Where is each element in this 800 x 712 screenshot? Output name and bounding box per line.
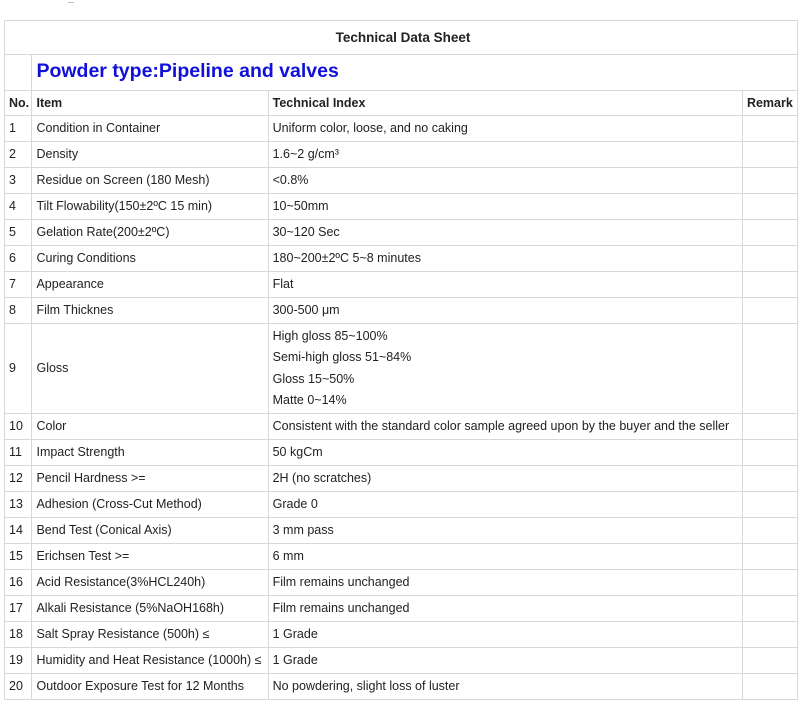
row-item: Gloss bbox=[32, 324, 268, 414]
gloss-line: Gloss 15~50% bbox=[272, 371, 355, 386]
table-row bbox=[5, 492, 798, 518]
table-row bbox=[5, 570, 798, 596]
table-row bbox=[5, 194, 798, 220]
row-no: 8 bbox=[5, 298, 32, 324]
row-remark bbox=[742, 466, 797, 492]
row-no: 4 bbox=[5, 194, 32, 220]
row-no: 19 bbox=[5, 648, 32, 674]
powder-type-cell bbox=[32, 55, 798, 91]
row-item: Salt Spray Resistance (500h) ≤ bbox=[32, 622, 268, 648]
table-row bbox=[5, 622, 798, 648]
row-index: 3 mm pass bbox=[268, 518, 742, 544]
row-remark bbox=[742, 622, 797, 648]
table-row bbox=[5, 518, 798, 544]
row-index: 10~50mm bbox=[268, 194, 742, 220]
row-item: Color bbox=[32, 414, 268, 440]
row-no: 13 bbox=[5, 492, 32, 518]
row-item: Film Thicknes bbox=[32, 298, 268, 324]
powder-type-spacer bbox=[5, 55, 32, 91]
row-no: 15 bbox=[5, 544, 32, 570]
row-index: 300-500 μm bbox=[268, 298, 742, 324]
row-index: Flat bbox=[268, 272, 742, 298]
row-item: Alkali Resistance (5%NaOH168h) bbox=[32, 596, 268, 622]
row-index: 50 kgCm bbox=[268, 440, 742, 466]
row-no: 12 bbox=[5, 466, 32, 492]
powder-type-heading: Powder type:Pipeline and valves bbox=[36, 60, 339, 82]
row-remark bbox=[742, 220, 797, 246]
table-row bbox=[5, 596, 798, 622]
row-index: <0.8% bbox=[268, 168, 742, 194]
row-remark bbox=[742, 246, 797, 272]
row-index: 180~200±2ºC 5~8 minutes bbox=[268, 246, 742, 272]
table-row bbox=[5, 674, 798, 700]
row-item: Adhesion (Cross-Cut Method) bbox=[32, 492, 268, 518]
row-index: 1 Grade bbox=[268, 648, 742, 674]
row-remark bbox=[742, 298, 797, 324]
row-index: 6 mm bbox=[268, 544, 742, 570]
row-item: Humidity and Heat Resistance (1000h) ≤ bbox=[32, 648, 268, 674]
table-row bbox=[5, 246, 798, 272]
row-index: Consistent with the standard color sample agreed upon by the buyer and the seller bbox=[268, 414, 742, 440]
row-index: Film remains unchanged bbox=[268, 570, 742, 596]
row-remark bbox=[742, 570, 797, 596]
row-item: Impact Strength bbox=[32, 440, 268, 466]
row-item: Appearance bbox=[32, 272, 268, 298]
row-remark bbox=[742, 272, 797, 298]
row-no: 7 bbox=[5, 272, 32, 298]
table-row bbox=[5, 544, 798, 570]
header-no: No. bbox=[5, 91, 32, 116]
row-no: 2 bbox=[5, 142, 32, 168]
row-no: 18 bbox=[5, 622, 32, 648]
row-index: 2H (no scratches) bbox=[268, 466, 742, 492]
row-item: Erichsen Test >= bbox=[32, 544, 268, 570]
row-no: 17 bbox=[5, 596, 32, 622]
row-item: Pencil Hardness >= bbox=[32, 466, 268, 492]
table-row bbox=[5, 272, 798, 298]
row-remark bbox=[742, 116, 797, 142]
row-remark bbox=[742, 596, 797, 622]
row-no: 9 bbox=[5, 324, 32, 414]
row-no: 10 bbox=[5, 414, 32, 440]
header-row bbox=[5, 91, 798, 116]
gloss-line: Matte 0~14% bbox=[272, 393, 347, 407]
row-item: Outdoor Exposure Test for 12 Months bbox=[32, 674, 268, 700]
row-remark bbox=[742, 168, 797, 194]
gloss-line: Semi-high gloss 51~84% bbox=[272, 350, 412, 364]
row-no: 5 bbox=[5, 220, 32, 246]
header-item: Item bbox=[32, 91, 268, 116]
row-item: Condition in Container bbox=[32, 116, 268, 142]
row-item: Bend Test (Conical Axis) bbox=[32, 518, 268, 544]
row-index: No powdering, slight loss of luster bbox=[268, 674, 742, 700]
row-remark bbox=[742, 414, 797, 440]
row-item: Acid Resistance(3%HCL240h) bbox=[32, 570, 268, 596]
row-index: 30~120 Sec bbox=[268, 220, 742, 246]
gloss-line: High gloss 85~100% bbox=[272, 328, 388, 343]
table-row bbox=[5, 466, 798, 492]
row-item: Density bbox=[32, 142, 268, 168]
row-item: Tilt Flowability(150±2ºC 15 min) bbox=[32, 194, 268, 220]
table-row bbox=[5, 648, 798, 674]
row-index: 1.6~2 g/cm³ bbox=[268, 142, 742, 168]
row-index bbox=[268, 324, 742, 414]
powder-type-row bbox=[5, 55, 798, 91]
table-row bbox=[5, 324, 798, 414]
technical-data-table bbox=[4, 20, 798, 700]
title-row bbox=[5, 21, 798, 55]
sheet-title: Technical Data Sheet bbox=[5, 21, 798, 55]
table-row bbox=[5, 116, 798, 142]
header-technical-index: Technical Index bbox=[268, 91, 742, 116]
row-no: 20 bbox=[5, 674, 32, 700]
row-index: Film remains unchanged bbox=[268, 596, 742, 622]
row-index: Uniform color, loose, and no caking bbox=[268, 116, 742, 142]
row-index: Grade 0 bbox=[268, 492, 742, 518]
row-remark bbox=[742, 440, 797, 466]
row-remark bbox=[742, 194, 797, 220]
row-index: 1 Grade bbox=[268, 622, 742, 648]
table-row bbox=[5, 440, 798, 466]
row-remark bbox=[742, 324, 797, 414]
row-remark bbox=[742, 492, 797, 518]
row-remark bbox=[742, 648, 797, 674]
row-no: 6 bbox=[5, 246, 32, 272]
row-item: Gelation Rate(200±2ºC) bbox=[32, 220, 268, 246]
row-item: Curing Conditions bbox=[32, 246, 268, 272]
row-no: 3 bbox=[5, 168, 32, 194]
table-row bbox=[5, 168, 798, 194]
header-remark: Remark bbox=[742, 91, 797, 116]
row-no: 14 bbox=[5, 518, 32, 544]
table-row bbox=[5, 220, 798, 246]
table-row bbox=[5, 298, 798, 324]
row-remark bbox=[742, 674, 797, 700]
table-row bbox=[5, 414, 798, 440]
top-edge-mark bbox=[68, 0, 74, 3]
row-remark bbox=[742, 544, 797, 570]
row-remark bbox=[742, 142, 797, 168]
row-item: Residue on Screen (180 Mesh) bbox=[32, 168, 268, 194]
row-no: 1 bbox=[5, 116, 32, 142]
row-remark bbox=[742, 518, 797, 544]
table-row bbox=[5, 142, 798, 168]
row-no: 16 bbox=[5, 570, 32, 596]
row-no: 11 bbox=[5, 440, 32, 466]
